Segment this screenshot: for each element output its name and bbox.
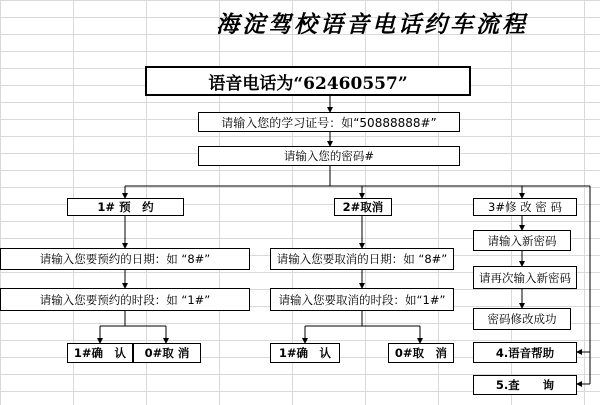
- enter-student-id-text: 请输入您的学习证号：如“50888888#”: [221, 115, 437, 130]
- query-box: 5.查 询: [473, 375, 577, 395]
- book-time-box: 请输入您要预约的时段：如 “1#”: [0, 288, 250, 311]
- phone-number-box: 语音电话为“62460557”: [145, 66, 471, 96]
- option-book-box: 1# 预 约: [67, 198, 184, 216]
- book-confirm-box: 1#确 认: [67, 343, 133, 363]
- cancel-confirm-box: 1#确 认: [270, 343, 340, 363]
- enter-password-box: 请输入您的密码#: [198, 146, 460, 166]
- cancel-time-box: 请输入您要取消的时段：如“1#”: [270, 288, 454, 311]
- page-title: 海淀驾校语音电话约车流程: [216, 11, 528, 38]
- option-change-password-box: 3#修 改 密 码: [473, 198, 577, 216]
- password-success-box: 密码修改成功: [473, 308, 571, 330]
- new-password-box: 请输入新密码: [473, 230, 571, 251]
- voice-help-box: 4.语音帮助: [473, 342, 577, 363]
- cancel-abort-box: 0#取 消: [388, 343, 454, 363]
- enter-student-id-box: [198, 112, 460, 132]
- cancel-date-box: 请输入您要取消的日期：如 “8#”: [270, 248, 454, 270]
- book-abort-box: 0#取 消: [133, 343, 201, 363]
- book-date-box: 请输入您要预约的日期：如 “8#”: [0, 248, 250, 270]
- new-password-again-box: 请再次输入新密码: [473, 266, 577, 289]
- option-cancel-box: 2#取消: [334, 198, 392, 216]
